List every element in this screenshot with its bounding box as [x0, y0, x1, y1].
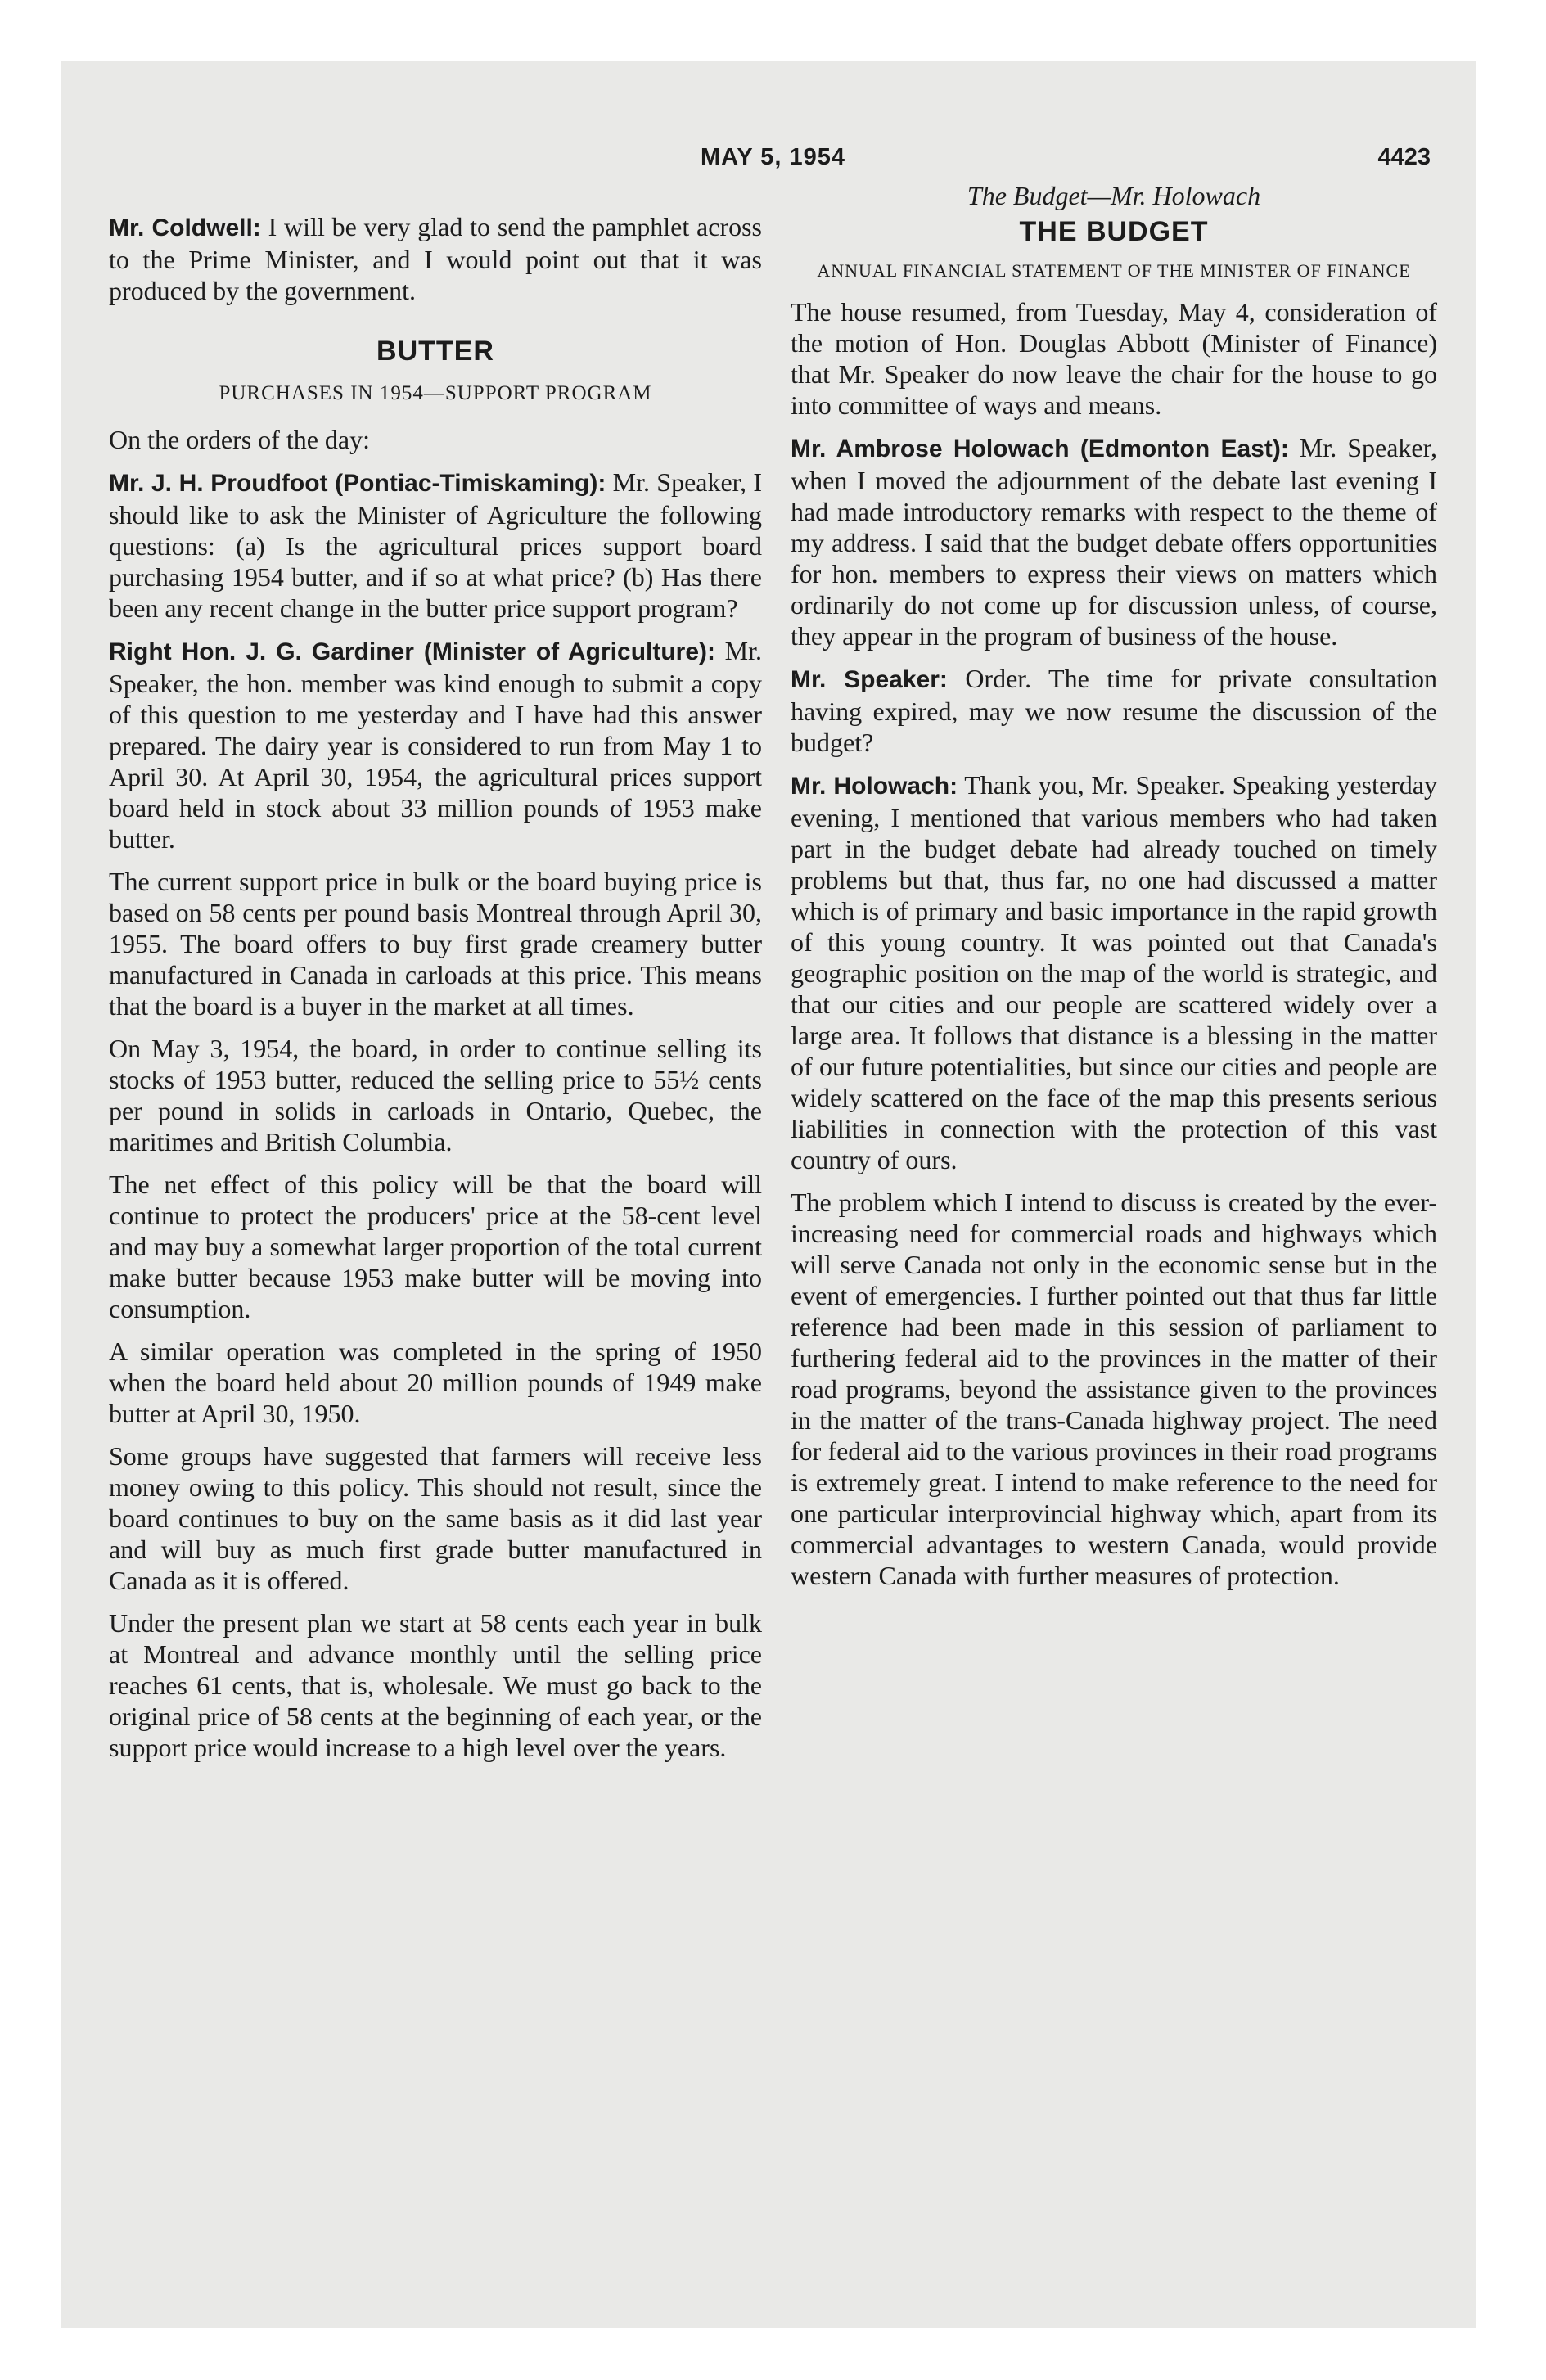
paragraph: Some groups have suggested that farmers will receive less money owing to this policy. This should not result, since the board continues to buy on the same basis as it did last year and will buy as much first grade butter manufactured in Canada as it is offered. — [109, 1441, 762, 1595]
section-subheading: PURCHASES IN 1954—SUPPORT PROGRAM — [219, 382, 652, 404]
page-date: MAY 5, 1954 — [700, 144, 846, 170]
speaker-name: Right Hon. J. G. Gardiner (Minister of Agriculture): — [109, 638, 716, 665]
paragraph — [791, 769, 1437, 1175]
paragraph — [109, 467, 762, 624]
section-heading: THE BUDGET — [1019, 216, 1209, 247]
paragraph: A similar operation was completed in the spring of 1950 when the board held about 20 million pounds of 1949 make butter at April 30, 1950. — [109, 1336, 762, 1428]
speech-text: Order. The time for private consultation having expired, may we now resume the discussion of the budget? — [791, 664, 1438, 757]
paragraph: The house resumed, from Tuesday, May 4, consideration of the motion of Hon. Douglas Abbott (Minister of Finance) that Mr. Speaker do now leave the chair for the house to go into committee of ways and means. — [791, 297, 1437, 420]
speech-text: Mr. Speaker, I should like to ask the Minister of Agriculture the following questions: (a) Is the agricultural prices support board purchasing 1954 butter, and if so at what price? (b) Has there been any recent change in the butter price support program? — [109, 467, 763, 623]
speech-text: Mr. Speaker, when I moved the adjournment of the debate last evening I had made introductory remarks with respect to the theme of my address. I said that the budget debate offers opportunities for hon. members to express their views on matters which ordinarily do not come up for discussion unless, of course, they appear in the program of business of the house. — [791, 433, 1437, 651]
speech-text: Thank you, Mr. Speaker. Speaking yesterday evening, I mentioned that various members who had taken part in the budget debate had already touched on timely problems but that, thus far, no one had discussed a matter which is of primary and basic importance in the rapid growth of this young country. It was pointed out that Canada's geographic position on the map of the world is strategic, and that our cities and our people are scattered widely over a large area. It follows that distance is a blessing in the matter of our future potentialities, but since our cities and people are widely scattered on the face of the map this presents serious liabilities in connection with the protection of this vast country of ours. — [791, 770, 1438, 1174]
left-column — [109, 211, 762, 1774]
paragraph — [791, 432, 1437, 651]
speech-text: I will be very glad to send the pamphlet across to the Prime Minister, and I would point out that it was produced by the government. — [109, 212, 763, 305]
paragraph — [791, 663, 1437, 758]
paragraph: The problem which I intend to discuss is created by the ever-increasing need for commercial roads and highways which will serve Canada not only in the economic sense but in the event of emergencies. I further pointed out that thus far little reference had been made in this session of parliament to furthering federal aid to the provinces in the matter of their road programs, beyond the assistance given to the provinces in the matter of the trans-Canada highway project. The need for federal aid to the various provinces in their road programs is extremely great. I intend to make reference to the need for one particular interprovincial highway which, apart from its commercial advantages to western Canada, would provide western Canada with further measures of protection. — [791, 1188, 1437, 1590]
paragraph: On the orders of the day: — [109, 425, 371, 454]
speaker-name: Mr. J. H. Proudfoot (Pontiac-Timiskaming): — [109, 470, 606, 497]
section-subheading: ANNUAL FINANCIAL STATEMENT OF THE MINISTER OF FINANCE — [817, 260, 1411, 281]
speaker-name: Mr. Ambrose Holowach (Edmonton East): — [791, 435, 1289, 462]
paragraph — [109, 211, 762, 306]
speaker-name: Mr. Speaker: — [791, 666, 948, 693]
paragraph — [109, 635, 762, 854]
speaker-name: Mr. Coldwell: — [109, 214, 261, 241]
page-number: 4423 — [1377, 144, 1431, 170]
speech-text: Mr. Speaker, the hon. member was kind enough to submit a copy of this question to me yesterday and I have had this answer prepared. The dairy year is considered to run from May 1 to April 30. At April 30, 1954, the agricultural prices support board held in stock about 33 million pounds of 1953 make butter. — [109, 636, 763, 854]
running-head: The Budget—Mr. Holowach — [967, 181, 1261, 210]
paragraph: Under the present plan we start at 58 cents each year in bulk at Montreal and advance monthly until the selling price reaches 61 cents, that is, wholesale. We must go back to the original price of 58 cents at the beginning of each year, or the support price would increase to a high level over the years. — [109, 1608, 762, 1762]
section-heading: BUTTER — [376, 336, 494, 367]
paragraph: The net effect of this policy will be that the board will continue to protect the producers' price at the 58-cent level and may buy a somewhat larger proportion of the total current make butter because 1953 make butter will be moving into consumption. — [109, 1170, 762, 1323]
right-column — [791, 180, 1437, 1602]
paragraph: The current support price in bulk or the board buying price is based on 58 cents per pound basis Montreal through April 30, 1955. The board offers to buy first grade creamery butter manufactured in Canada in carloads at this price. This means that the board is a buyer in the market at all times. — [109, 867, 762, 1021]
paragraph: On May 3, 1954, the board, in order to continue selling its stocks of 1953 butter, reduced the selling price to 55½ cents per pound in solids in carloads in Ontario, Quebec, the maritimes and British Columbia. — [109, 1034, 762, 1156]
speaker-name: Mr. Holowach: — [791, 773, 958, 800]
